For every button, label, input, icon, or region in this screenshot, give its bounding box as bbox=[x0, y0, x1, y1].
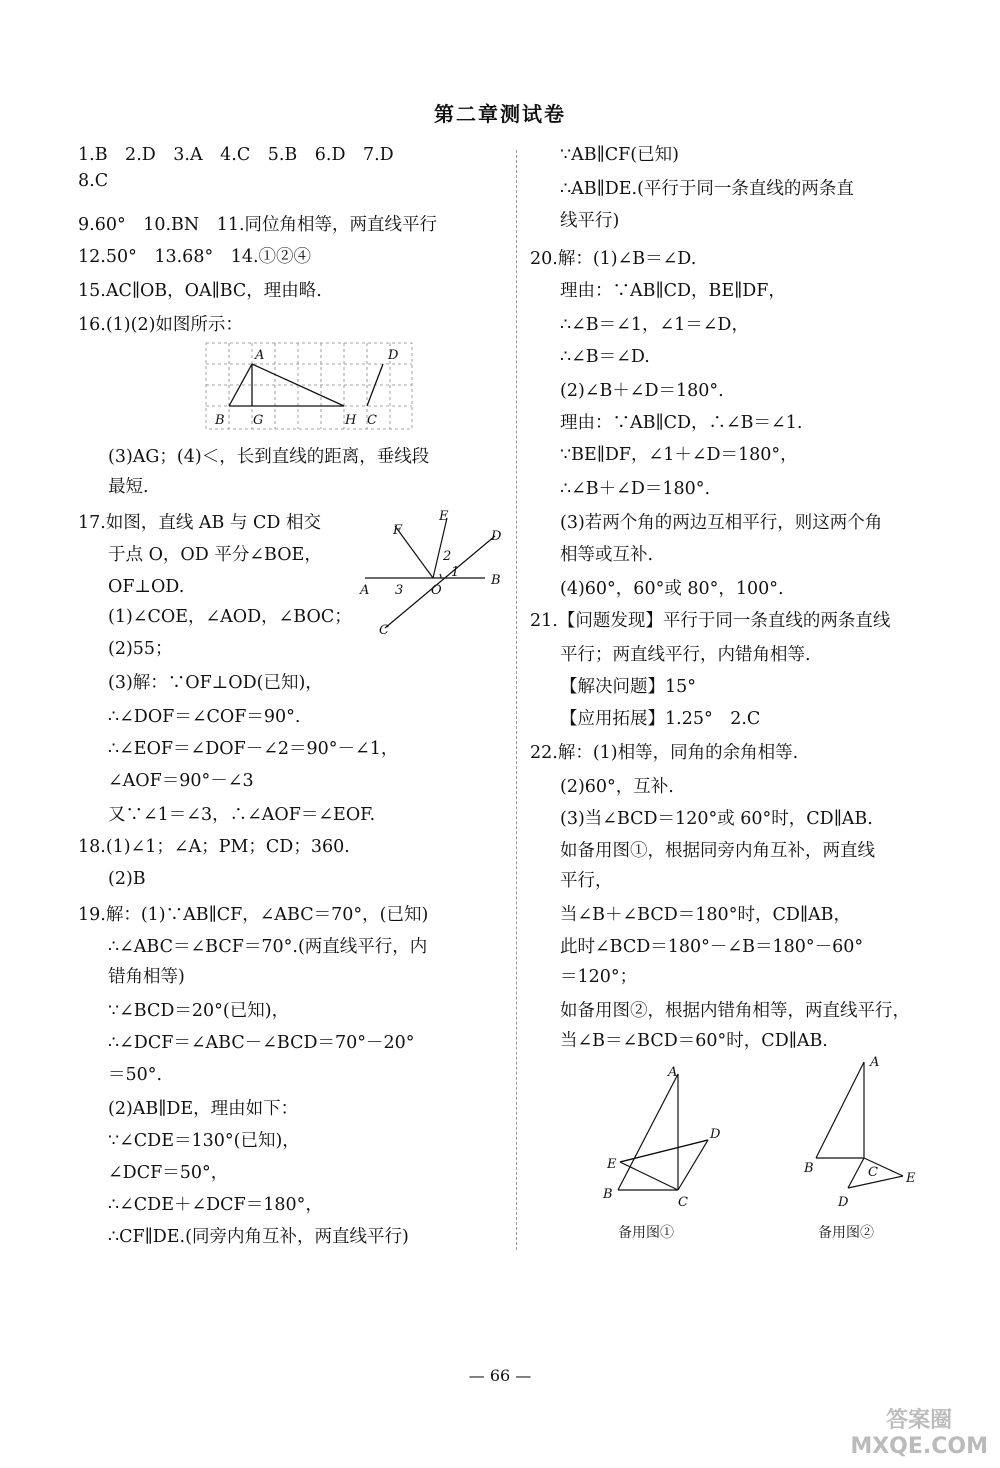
fig2-label: C bbox=[868, 1165, 878, 1180]
left-line: 于点 O，OD 平分∠BOE， bbox=[108, 545, 322, 565]
left-line: 19.解：(1)∵AB∥CF，∠ABC＝70°，(已知) bbox=[78, 905, 429, 925]
left-line: 9.60° 10.BN 11.同位角相等，两直线平行 bbox=[78, 215, 438, 235]
right-line: 线平行) bbox=[560, 211, 620, 231]
right-line: ∵BE∥DF，∠1＋∠D＝180°， bbox=[560, 445, 798, 465]
right-line: 相等或互补. bbox=[560, 545, 654, 565]
fig16-label: H bbox=[345, 413, 357, 428]
fig17-label: B bbox=[491, 573, 501, 588]
right-line: 如备用图①，根据同旁内角互补，两直线 bbox=[560, 841, 875, 861]
column-divider bbox=[516, 150, 517, 1250]
fig1-label: B bbox=[603, 1187, 613, 1202]
left-line: ∴∠CDE＋∠DCF＝180°， bbox=[108, 1195, 323, 1215]
fig16-label: D bbox=[388, 348, 399, 363]
left-line: ∠AOF＝90°－∠3 bbox=[108, 771, 254, 791]
fig17-label: A bbox=[360, 583, 370, 598]
left-line: 错角相等) bbox=[108, 967, 185, 987]
right-line: (3)当∠BCD＝120°或 60°时，CD∥AB. bbox=[560, 809, 873, 829]
left-line: 又∵∠1＝∠3，∴∠AOF＝∠EOF. bbox=[108, 805, 376, 825]
backup-figure-2 bbox=[798, 1048, 928, 1218]
left-line: (2)55； bbox=[108, 639, 173, 659]
left-line: ∵∠CDE＝130°(已知)， bbox=[108, 1131, 300, 1151]
fig17-label: D bbox=[491, 529, 502, 544]
left-line: ∴∠ABC＝∠BCF＝70°.(两直线平行，内 bbox=[108, 937, 428, 957]
right-line: 21.【问题发现】平行于同一条直线的两条直线 bbox=[530, 611, 891, 631]
right-line: ∴∠B＋∠D＝180°. bbox=[560, 479, 711, 499]
fig16-label: C bbox=[367, 413, 377, 428]
right-line: ∴AB∥DE.(平行于同一条直线的两条直 bbox=[560, 179, 854, 199]
right-line: 【解决问题】15° bbox=[560, 677, 697, 697]
backup-figure-1 bbox=[598, 1062, 738, 1212]
left-line: 17.如图，直线 AB 与 CD 相交 bbox=[78, 513, 321, 533]
left-line: OF⊥OD. bbox=[108, 577, 185, 597]
fig2-label: E bbox=[906, 1171, 916, 1186]
right-line: 如备用图②，根据内错角相等，两直线平行， bbox=[560, 1001, 910, 1021]
fig1-label: A bbox=[668, 1065, 678, 1080]
fig1-label: D bbox=[710, 1127, 721, 1142]
left-line: ∠DCF＝50°， bbox=[108, 1163, 229, 1183]
fig17-label: E bbox=[439, 509, 449, 524]
left-line: ∵∠BCD＝20°(已知)， bbox=[108, 1001, 290, 1021]
fig2-label: A bbox=[870, 1055, 880, 1070]
right-line: 22.解：(1)相等，同角的余角相等. bbox=[530, 743, 799, 763]
right-line: 平行；两直线平行，内错角相等. bbox=[560, 645, 811, 665]
page-title: 第二章测试卷 bbox=[434, 102, 566, 126]
right-line: 当∠B＝∠BCD＝60°时，CD∥AB. bbox=[560, 1031, 828, 1051]
left-line: 18.(1)∠1；∠A；PM；CD；360. bbox=[78, 837, 350, 857]
fig17-label: C bbox=[379, 623, 389, 638]
right-line: (2)∠B＋∠D＝180°. bbox=[560, 381, 724, 401]
fig16-label: B bbox=[215, 413, 225, 428]
right-line: 此时∠BCD＝180°－∠B＝180°－60° bbox=[560, 937, 864, 957]
left-line: 1.B 2.D 3.A 4.C 5.B 6.D 7.D bbox=[78, 145, 394, 165]
left-line: (2)B bbox=[108, 869, 146, 889]
left-line: (2)AB∥DE，理由如下： bbox=[108, 1099, 299, 1119]
right-line: ∵AB∥CF(已知) bbox=[560, 145, 679, 165]
fig1-label: C bbox=[678, 1195, 688, 1210]
fig16-label: A bbox=[255, 348, 265, 363]
caption-backup-1: 备用图① bbox=[618, 1225, 674, 1241]
right-line: (2)60°，互补. bbox=[560, 777, 674, 797]
grid-figure-16 bbox=[205, 342, 413, 430]
left-line: ∴CF∥DE.(同旁内角互补，两直线平行) bbox=[108, 1227, 409, 1247]
left-line: (1)∠COE，∠AOD，∠BOC； bbox=[108, 607, 352, 627]
fig17-label: F bbox=[393, 523, 403, 538]
left-line: ∴∠DCF＝∠ABC－∠BCD＝70°－20° bbox=[108, 1033, 415, 1053]
right-line: ＝120°； bbox=[560, 967, 638, 987]
left-line: 8.C bbox=[78, 171, 109, 191]
left-line: ∴∠EOF＝∠DOF－∠2＝90°－∠1， bbox=[108, 739, 399, 759]
right-line: 平行， bbox=[560, 871, 613, 891]
right-line: 【应用拓展】1.25° 2.C bbox=[560, 709, 761, 729]
fig2-label: D bbox=[838, 1195, 849, 1210]
fig17-label: 2 bbox=[443, 549, 452, 564]
left-line: 最短. bbox=[108, 477, 149, 497]
left-line: 12.50° 13.68° 14.①②④ bbox=[78, 247, 312, 267]
fig17-label: 1 bbox=[451, 565, 460, 580]
watermark-logo bbox=[850, 1408, 988, 1460]
left-line: (3)AG；(4)＜，长到直线的距离，垂线段 bbox=[108, 447, 430, 467]
left-line: 15.AC∥OB，OA∥BC，理由略. bbox=[78, 281, 322, 301]
watermark-line: 答案圈 bbox=[886, 1408, 953, 1433]
right-line: 当∠B＋∠BCD＝180°时，CD∥AB， bbox=[560, 905, 851, 925]
left-line: ＝50°. bbox=[108, 1065, 163, 1085]
page-number: — 66 — bbox=[468, 1366, 532, 1385]
right-line: 理由：∵AB∥CD，BE∥DF， bbox=[560, 281, 786, 301]
right-line: 理由：∵AB∥CD，∴∠B＝∠1. bbox=[560, 413, 803, 433]
right-line: ∴∠B＝∠D. bbox=[560, 347, 650, 367]
right-line: 20.解：(1)∠B＝∠D. bbox=[530, 249, 697, 269]
left-line: 16.(1)(2)如图所示： bbox=[78, 315, 243, 335]
left-line: ∴∠DOF＝∠COF＝90°. bbox=[108, 707, 301, 727]
left-line: (3)解：∵OF⊥OD(已知)， bbox=[108, 673, 323, 693]
watermark-line: MXQE.COM bbox=[850, 1434, 988, 1459]
fig17-label: O bbox=[431, 583, 442, 598]
right-line: (3)若两个角的两边互相平行，则这两个角 bbox=[560, 513, 883, 533]
lines-figure-17 bbox=[355, 508, 505, 640]
right-line: ∴∠B＝∠1，∠1＝∠D， bbox=[560, 315, 749, 335]
fig16-label: G bbox=[253, 413, 264, 428]
fig1-label: E bbox=[607, 1157, 617, 1172]
right-line: (4)60°，60°或 80°，100°. bbox=[560, 579, 784, 599]
caption-backup-2: 备用图② bbox=[818, 1225, 874, 1241]
fig17-label: 3 bbox=[395, 583, 404, 598]
fig2-label: B bbox=[804, 1161, 814, 1176]
